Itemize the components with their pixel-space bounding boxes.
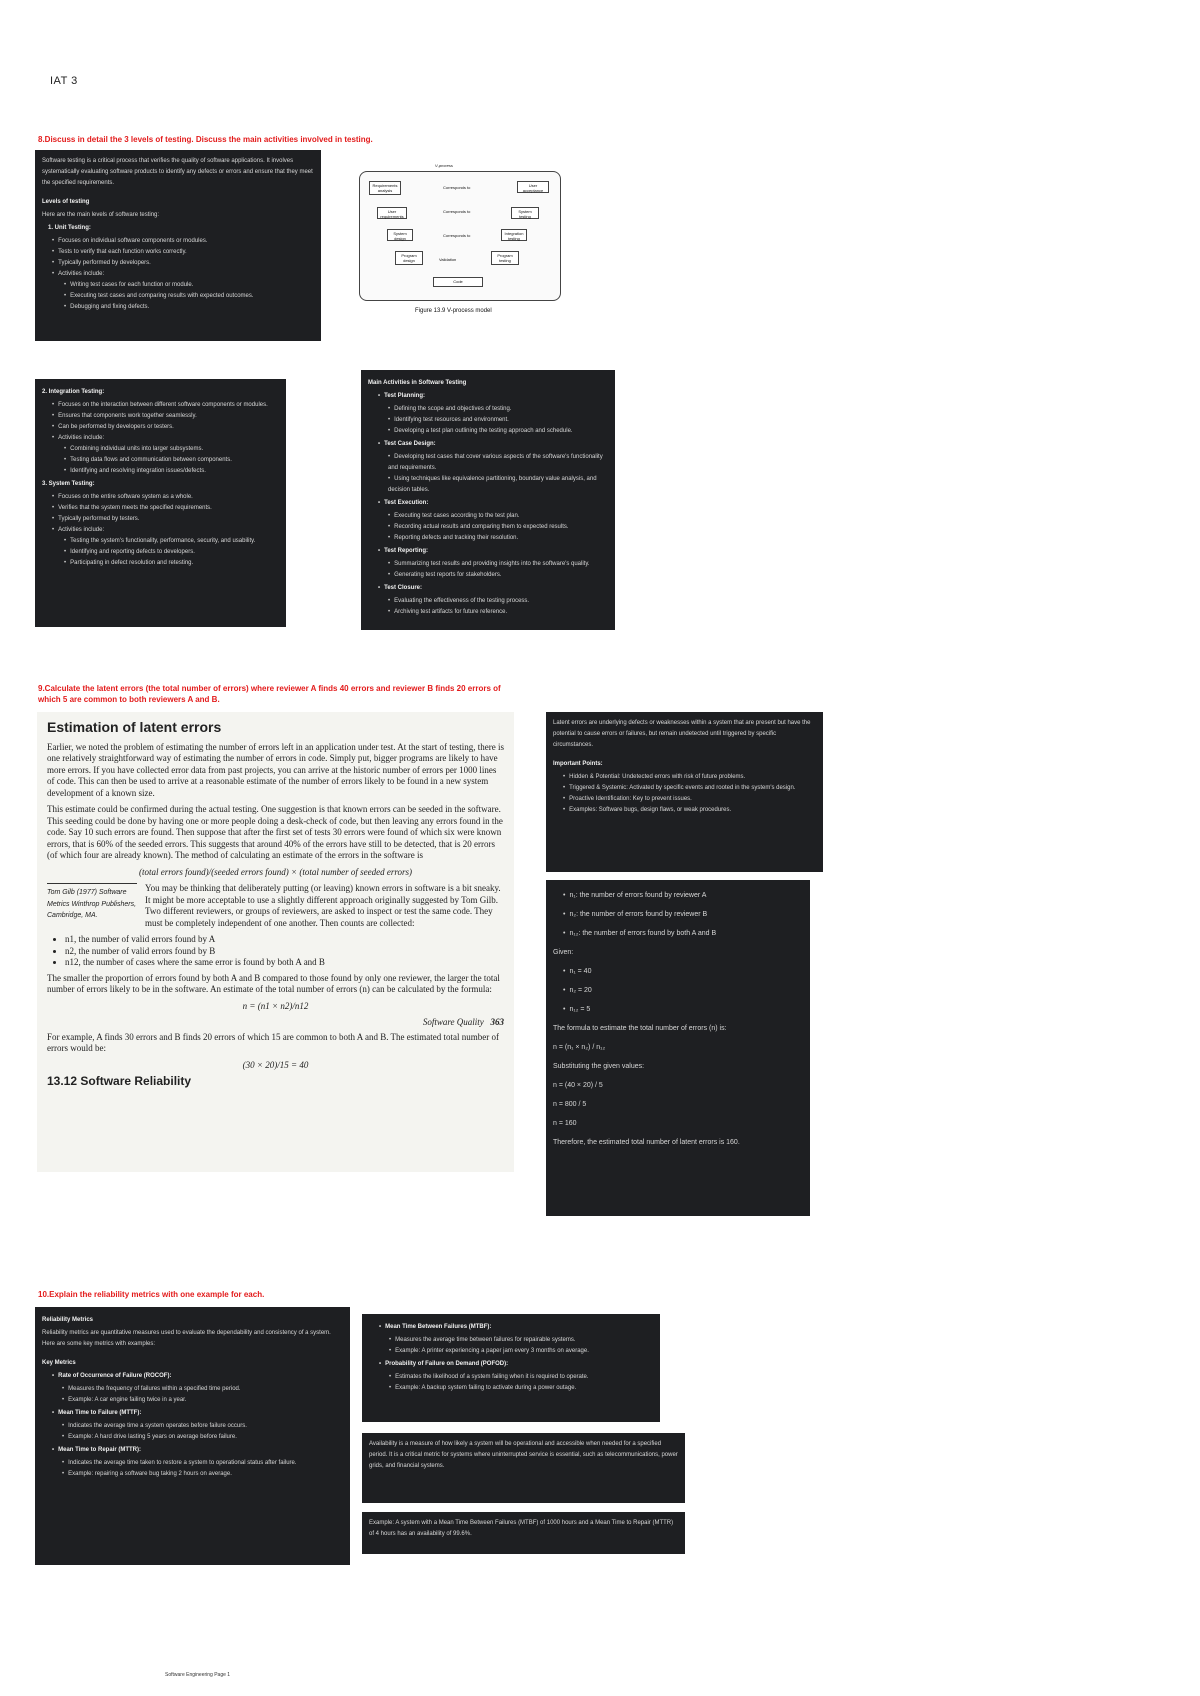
list-item: • Combining individual units into larger subsystems.: [64, 444, 279, 455]
unit-activities-list: [42, 280, 314, 313]
list-item: • n2, the number of valid errors found by B: [65, 946, 504, 958]
substitute-label: Substituting the given values:: [553, 1063, 645, 1070]
testing-intro: Software testing is a critical process that verifies the quality of software applications. It involves systematically evaluating software products to identify any defects or errors and ensure that they meet the specified requirements.: [42, 158, 313, 186]
main-activities-box: [361, 370, 615, 630]
list-item: • Identifying test resources and environment.: [378, 415, 608, 426]
given-list: [553, 962, 803, 1019]
calc-step: n = (40 × 20) / 5: [553, 1082, 603, 1089]
scan-side-note: Tom Gilb (1977) Software Metrics Winthrop Publishers, Cambridge, MA.: [47, 883, 137, 934]
availability-example-text: Example: A system with a Mean Time Between Failures (MTBF) of 1000 hours and a Mean Time to Repair (MTTR) of 4 hours has an availability of 99.6%.: [369, 1520, 674, 1537]
latent-intro: Latent errors are underlying defects or weaknesses within a system that are present but have the potential to cause errors or failures, but remain undetected until triggered by specific circumstances.: [553, 720, 811, 748]
list-item: • Writing test cases for each function or module.: [64, 280, 314, 291]
integration-heading: 2. Integration Testing:: [42, 389, 105, 395]
system-list: [42, 492, 279, 536]
scan-bullets: [47, 934, 504, 969]
definitions-list: [553, 886, 803, 943]
question-10-title: 10.Explain the reliability metrics with one example for each.: [38, 1290, 265, 1299]
integration-list: [42, 400, 279, 444]
list-item: • Example: A car engine failing twice in a year.: [52, 1395, 343, 1406]
list-item: • Reporting defects and tracking their resolution.: [378, 533, 608, 544]
metric-name: • Mean Time to Repair (MTTR):: [52, 1445, 343, 1456]
list-item: • Verifies that the system meets the specified requirements.: [52, 503, 279, 514]
list-item: • Triggered & Systemic: Activated by specific events and rooted in the system's design.: [563, 783, 816, 794]
diagram-caption: Figure 13.9 V-process model: [415, 308, 492, 314]
list-item: • Focuses on the interaction between different software components or modules.: [52, 400, 279, 411]
diagram-box-program-testing: Program testing: [491, 251, 519, 265]
metrics-intro: Reliability metrics are quantitative measures used to evaluate the dependability and consistency of a system. Here are some key metrics with examples:: [42, 1330, 331, 1347]
list-item: • Generating test reports for stakeholders.: [378, 570, 608, 581]
availability-box: [362, 1433, 685, 1503]
list-item: • Summarizing test results and providing insights into the software's quality.: [378, 559, 608, 570]
scan-heading: Estimation of latent errors: [47, 719, 222, 735]
list-item: • Debugging and fixing defects.: [64, 302, 314, 313]
diagram-link-label: Corresponds to: [443, 209, 471, 214]
list-item: • Archiving test artifacts for future reference.: [378, 607, 608, 618]
page-footer: Software Engineering Page 1: [165, 1672, 231, 1678]
list-item: • Ensures that components work together seamlessly.: [52, 411, 279, 422]
list-item: • n12, the number of cases where the same error is found by both A and B: [65, 957, 504, 969]
scan-paragraph: The smaller the proportion of errors found by both A and B compared to those found by only one reviewer, the larger the total number of errors likely to be in the software. An estimate of the total number of errors (n) can be calculated by the formula:: [47, 972, 500, 994]
list-item: • Developing a test plan outlining the testing approach and schedule.: [378, 426, 608, 437]
list-item: • n₂: the number of errors found by reviewer B: [563, 905, 803, 924]
list-item: • Developing test cases that cover various aspects of the software's functionality and requirements.: [378, 452, 608, 474]
list-item: • Example: A hard drive lasting 5 years on average before failure.: [52, 1432, 343, 1443]
list-item: • Proactive Identification: Key to prevent issues.: [563, 794, 816, 805]
latent-calculation-box: [546, 880, 810, 1216]
formula-text: n = (n₁ × n₂) / n₁₂: [553, 1044, 606, 1051]
v-process-diagram: [355, 163, 565, 321]
list-item: • Identifying and resolving integration issues/defects.: [64, 466, 279, 477]
scan-paragraph: This estimate could be confirmed during the actual testing. One suggestion is that known errors can be seeded in the software. This seeding could be done by having one or more people doing a desk-check of code, but then leaving any errors found in the code. Say 10 such errors are found. Then suppose that after the first set of tests 30 errors were found of which six were known errors, that is 60% of the seeded errors. This suggests that around 40% of the errors have still to be detected, that is 20 errors (of which four are already known). The method of calculating an estimate of the errors in the software is: [47, 804, 503, 860]
activities-list: [368, 391, 608, 618]
list-item: • Indicates the average time taken to restore a system to operational status after failure.: [52, 1458, 343, 1469]
list-item: • Estimates the likelihood of a system failing when it is required to operate.: [379, 1372, 653, 1383]
list-item: • Measures the frequency of failures within a specified time period.: [52, 1384, 343, 1395]
scan-side-section: [47, 883, 504, 934]
activity-title: • Test Reporting:: [378, 546, 608, 557]
diagram-box-system-design: System design: [387, 229, 413, 241]
diagram-box-integration: Integration testing: [501, 229, 527, 241]
scan-formula: (30 × 20)/15 = 40: [242, 1059, 309, 1070]
list-item: • Indicates the average time a system operates before failure occurs.: [52, 1421, 343, 1432]
list-item: • Executing test cases according to the test plan.: [378, 511, 608, 522]
list-item: • Using techniques like equivalence partitioning, boundary value analysis, and decision tables.: [378, 474, 608, 496]
activity-title: • Test Execution:: [378, 498, 608, 509]
availability-example-box: [362, 1512, 685, 1554]
list-item: • Can be performed by developers or testers.: [52, 422, 279, 433]
diagram-link-label: Corresponds to: [443, 185, 471, 190]
levels-of-testing-box: [35, 150, 321, 341]
diagram-link-label: Validation: [439, 257, 457, 262]
list-item: • n₁ = 40: [563, 962, 803, 981]
metric-name: • Mean Time Between Failures (MTBF):: [379, 1322, 653, 1333]
question-8-title: 8.Discuss in detail the 3 levels of testing. Discuss the main activities involved in testing.: [38, 135, 373, 144]
list-item: • n₁₂ = 5: [563, 1000, 803, 1019]
list-item: • Identifying and reporting defects to developers.: [64, 547, 279, 558]
points-list: [553, 772, 816, 816]
scan-paragraph: You may be thinking that deliberately putting (or leaving) known errors in software is a bit sneaky. It might be more acceptable to use a slightly different approach originally suggested by Tom Gilb. Two different reviewers, or groups of reviewers, are asked to inspect or test the same code. They must be completely independent of one another. Then counts are collected:: [145, 883, 501, 928]
document-header: IAT 3: [50, 75, 78, 87]
list-item: • Defining the scope and objectives of testing.: [378, 404, 608, 415]
formula-label: The formula to estimate the total number of errors (n) is:: [553, 1025, 727, 1032]
integration-system-testing-box: [35, 379, 286, 627]
list-item: • Measures the average time between failures for repairable systems.: [379, 1335, 653, 1346]
scan-formula: n = (n1 × n2)/n12: [242, 1000, 309, 1011]
diagram-box-requirements: Requirements analysis: [369, 181, 401, 195]
metrics-heading: Reliability Metrics: [42, 1317, 94, 1323]
list-item: • Example: repairing a software bug taking 2 hours on average.: [52, 1469, 343, 1480]
key-metrics-heading: Key Metrics: [42, 1360, 76, 1366]
given-label: Given:: [553, 949, 574, 956]
diagram-box-user-req: User requirements: [377, 207, 407, 219]
metric-name: • Mean Time to Failure (MTTF):: [52, 1408, 343, 1419]
points-heading: Important Points:: [553, 761, 603, 767]
calc-step: n = 800 / 5: [553, 1101, 587, 1108]
list-item: • n1, the number of valid errors found by A: [65, 934, 504, 946]
main-activities-heading: Main Activities in Software Testing: [368, 380, 467, 386]
latent-errors-box: [546, 712, 823, 872]
calc-step: n = 160: [553, 1120, 577, 1127]
list-item: • Typically performed by developers.: [52, 258, 314, 269]
diagram-box-code: Code: [433, 277, 483, 287]
list-item: • Activities include:: [52, 525, 279, 536]
list-item: • Example: A backup system failing to activate during a power outage.: [379, 1383, 653, 1394]
conclusion: Therefore, the estimated total number of latent errors is 160.: [553, 1139, 740, 1146]
list-item: • Examples: Software bugs, design flaws, or weak procedures.: [563, 805, 816, 816]
list-item: • Example: A printer experiencing a paper jam every 3 months on average.: [379, 1346, 653, 1357]
diagram-top-label: V-process: [435, 163, 453, 168]
unit-testing-heading: 1. Unit Testing:: [48, 225, 91, 231]
metric-name: • Probability of Failure on Demand (POFOD):: [379, 1359, 653, 1370]
list-item: • n₂ = 20: [563, 981, 803, 1000]
integration-activities-list: [42, 444, 279, 477]
list-item: • Activities include:: [52, 433, 279, 444]
question-9-title: 9.Calculate the latent errors (the total number of errors) where reviewer A finds 40 errors and reviewer B finds 20 errors of which 5 are common to both reviewers A and B.: [38, 684, 501, 704]
list-item: • Focuses on the entire software system as a whole.: [52, 492, 279, 503]
scan-formula: (total errors found)/(seeded errors found) × (total number of seeded errors): [138, 866, 413, 877]
list-item: • Executing test cases and comparing results with expected outcomes.: [64, 291, 314, 302]
activity-title: • Test Case Design:: [378, 439, 608, 450]
activity-title: • Test Closure:: [378, 583, 608, 594]
list-item: • Tests to verify that each function works correctly.: [52, 247, 314, 258]
list-item: • Recording actual results and comparing them to expected results.: [378, 522, 608, 533]
list-item: • Hidden & Potential: Undetected errors with risk of future problems.: [563, 772, 816, 783]
scan-cutoff-heading: 13.12 Software Reliability: [47, 1074, 192, 1088]
list-item: • Testing data flows and communication between components.: [64, 455, 279, 466]
diagram-box-acceptance: User acceptance: [517, 181, 549, 193]
activity-title: • Test Planning:: [378, 391, 608, 402]
scan-paragraph: For example, A finds 30 errors and B finds 20 errors of which 15 are common to both A and B. The estimated total number of errors would be:: [47, 1031, 499, 1053]
textbook-scan: [37, 712, 514, 1172]
list-item: • Evaluating the effectiveness of the testing process.: [378, 596, 608, 607]
list-item: • Typically performed by testers.: [52, 514, 279, 525]
page-number: 363: [490, 1017, 504, 1027]
list-item: • Focuses on individual software components or modules.: [52, 236, 314, 247]
list-item: • Testing the system's functionality, performance, security, and usability.: [64, 536, 279, 547]
list-item: • Activities include:: [52, 269, 314, 280]
mtbf-pofod-box: [362, 1314, 660, 1422]
availability-text: Availability is a measure of how likely a system will be operational and accessible when needed for a specified period. It is a critical metric for systems where uninterrupted service is essential, such as telecommunications, power grids, and financial systems.: [369, 1441, 678, 1469]
metric-name: • Rate of Occurrence of Failure (ROCOF):: [52, 1371, 343, 1382]
levels-intro: Here are the main levels of software testing:: [42, 212, 160, 218]
list-item: • n₁₂: the number of errors found by both A and B: [563, 924, 803, 943]
running-head-text: Software Quality: [422, 1017, 484, 1027]
diagram-link-label: Corresponds to: [443, 233, 471, 238]
mtbf-list: [369, 1322, 653, 1394]
reliability-metrics-box: [35, 1307, 350, 1565]
list-item: • n₁: the number of errors found by reviewer A: [563, 886, 803, 905]
system-heading: 3. System Testing:: [42, 481, 95, 487]
scan-running-head: [47, 1017, 504, 1029]
diagram-box-program-design: Program design: [395, 251, 423, 265]
unit-testing-list: [42, 236, 314, 280]
diagram-box-system-testing: System testing: [511, 207, 539, 219]
key-metrics-list: [42, 1371, 343, 1480]
scan-paragraph: Earlier, we noted the problem of estimating the number of errors left in an application under test. At the start of testing, there is one relatively straightforward way of estimating the number of errors in code. Simply put, bigger programs are likely to have more errors. If you have collected error data from past projects, you can arrive at the historic number of errors per 1000 lines of code. This can then be used to arrive at a reasonable estimate of the number of errors likely to be found in a new system development of a known size.: [47, 741, 505, 798]
levels-heading: Levels of testing: [42, 199, 90, 205]
list-item: • Participating in defect resolution and retesting.: [64, 558, 279, 569]
system-activities-list: [42, 536, 279, 569]
